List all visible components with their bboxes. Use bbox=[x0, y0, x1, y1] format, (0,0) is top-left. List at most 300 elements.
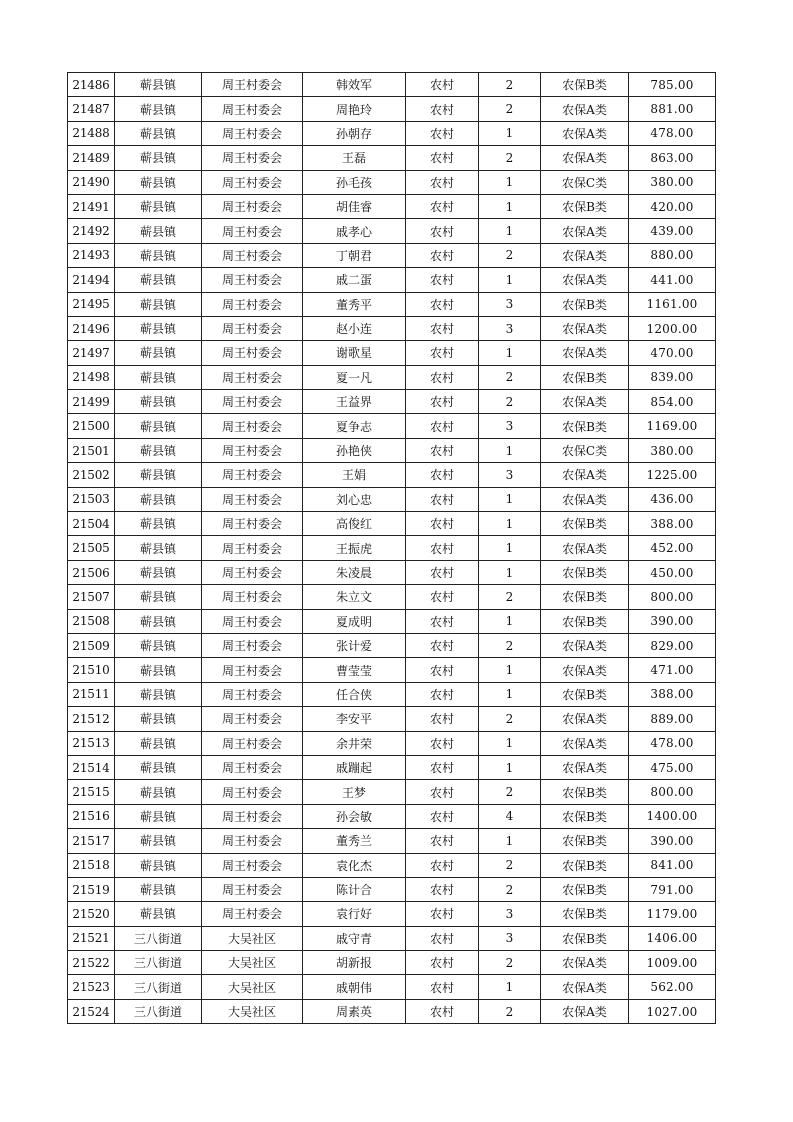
insurance-category-cell: 农保A类 bbox=[541, 487, 629, 511]
household-type-cell: 农村 bbox=[406, 463, 479, 487]
amount-cell: 1009.00 bbox=[629, 951, 716, 975]
member-count-cell: 2 bbox=[479, 633, 541, 657]
town-cell: 蕲县镇 bbox=[115, 633, 202, 657]
village-cell: 周王村委会 bbox=[202, 390, 303, 414]
record-id-cell: 21486 bbox=[68, 73, 115, 97]
record-id-cell: 21516 bbox=[68, 804, 115, 828]
amount-cell: 839.00 bbox=[629, 365, 716, 389]
village-cell: 大吴社区 bbox=[202, 951, 303, 975]
insurance-category-cell: 农保B类 bbox=[541, 512, 629, 536]
insurance-category-cell: 农保A类 bbox=[541, 121, 629, 145]
household-type-cell: 农村 bbox=[406, 170, 479, 194]
household-type-cell: 农村 bbox=[406, 707, 479, 731]
insurance-category-cell: 农保B类 bbox=[541, 853, 629, 877]
town-cell: 蕲县镇 bbox=[115, 438, 202, 462]
member-count-cell: 2 bbox=[479, 951, 541, 975]
roster-table bbox=[67, 72, 716, 1024]
table-row bbox=[68, 585, 716, 609]
member-count-cell: 3 bbox=[479, 926, 541, 950]
insurance-category-cell: 农保B类 bbox=[541, 365, 629, 389]
household-type-cell: 农村 bbox=[406, 512, 479, 536]
household-type-cell: 农村 bbox=[406, 999, 479, 1023]
table-row bbox=[68, 536, 716, 560]
amount-cell: 388.00 bbox=[629, 682, 716, 706]
amount-cell: 1406.00 bbox=[629, 926, 716, 950]
town-cell: 蕲县镇 bbox=[115, 780, 202, 804]
amount-cell: 478.00 bbox=[629, 121, 716, 145]
person-name-cell: 夏争志 bbox=[303, 414, 406, 438]
amount-cell: 829.00 bbox=[629, 633, 716, 657]
amount-cell: 800.00 bbox=[629, 585, 716, 609]
town-cell: 蕲县镇 bbox=[115, 804, 202, 828]
village-cell: 周王村委会 bbox=[202, 219, 303, 243]
person-name-cell: 戚二蛋 bbox=[303, 268, 406, 292]
town-cell: 三八街道 bbox=[115, 951, 202, 975]
town-cell: 蕲县镇 bbox=[115, 463, 202, 487]
insurance-category-cell: 农保A类 bbox=[541, 268, 629, 292]
amount-cell: 1027.00 bbox=[629, 999, 716, 1023]
village-cell: 周王村委会 bbox=[202, 829, 303, 853]
village-cell: 周王村委会 bbox=[202, 73, 303, 97]
insurance-category-cell: 农保A类 bbox=[541, 316, 629, 340]
household-type-cell: 农村 bbox=[406, 658, 479, 682]
member-count-cell: 2 bbox=[479, 146, 541, 170]
table-row bbox=[68, 219, 716, 243]
table-row bbox=[68, 755, 716, 779]
table-row bbox=[68, 341, 716, 365]
record-id-cell: 21510 bbox=[68, 658, 115, 682]
record-id-cell: 21504 bbox=[68, 512, 115, 536]
insurance-category-cell: 农保A类 bbox=[541, 658, 629, 682]
roster-table-body bbox=[68, 73, 716, 1024]
town-cell: 蕲县镇 bbox=[115, 170, 202, 194]
insurance-category-cell: 农保B类 bbox=[541, 804, 629, 828]
amount-cell: 562.00 bbox=[629, 975, 716, 999]
record-id-cell: 21501 bbox=[68, 438, 115, 462]
insurance-category-cell: 农保B类 bbox=[541, 829, 629, 853]
town-cell: 蕲县镇 bbox=[115, 609, 202, 633]
town-cell: 蕲县镇 bbox=[115, 243, 202, 267]
record-id-cell: 21507 bbox=[68, 585, 115, 609]
insurance-category-cell: 农保B类 bbox=[541, 194, 629, 218]
household-type-cell: 农村 bbox=[406, 560, 479, 584]
member-count-cell: 1 bbox=[479, 560, 541, 584]
town-cell: 三八街道 bbox=[115, 926, 202, 950]
insurance-category-cell: 农保B类 bbox=[541, 609, 629, 633]
record-id-cell: 21490 bbox=[68, 170, 115, 194]
town-cell: 蕲县镇 bbox=[115, 487, 202, 511]
amount-cell: 441.00 bbox=[629, 268, 716, 292]
table-row bbox=[68, 829, 716, 853]
village-cell: 周王村委会 bbox=[202, 292, 303, 316]
record-id-cell: 21488 bbox=[68, 121, 115, 145]
insurance-category-cell: 农保A类 bbox=[541, 341, 629, 365]
person-name-cell: 王益界 bbox=[303, 390, 406, 414]
household-type-cell: 农村 bbox=[406, 97, 479, 121]
record-id-cell: 21513 bbox=[68, 731, 115, 755]
town-cell: 蕲县镇 bbox=[115, 829, 202, 853]
member-count-cell: 1 bbox=[479, 512, 541, 536]
amount-cell: 390.00 bbox=[629, 609, 716, 633]
member-count-cell: 3 bbox=[479, 292, 541, 316]
town-cell: 蕲县镇 bbox=[115, 194, 202, 218]
person-name-cell: 朱立文 bbox=[303, 585, 406, 609]
table-row bbox=[68, 780, 716, 804]
member-count-cell: 1 bbox=[479, 731, 541, 755]
village-cell: 周王村委会 bbox=[202, 463, 303, 487]
person-name-cell: 周素英 bbox=[303, 999, 406, 1023]
amount-cell: 1225.00 bbox=[629, 463, 716, 487]
person-name-cell: 夏成明 bbox=[303, 609, 406, 633]
household-type-cell: 农村 bbox=[406, 73, 479, 97]
table-row bbox=[68, 121, 716, 145]
insurance-category-cell: 农保B类 bbox=[541, 902, 629, 926]
person-name-cell: 高俊红 bbox=[303, 512, 406, 536]
household-type-cell: 农村 bbox=[406, 438, 479, 462]
record-id-cell: 21494 bbox=[68, 268, 115, 292]
household-type-cell: 农村 bbox=[406, 633, 479, 657]
record-id-cell: 21502 bbox=[68, 463, 115, 487]
insurance-category-cell: 农保A类 bbox=[541, 243, 629, 267]
person-name-cell: 朱凌晨 bbox=[303, 560, 406, 584]
table-row bbox=[68, 170, 716, 194]
member-count-cell: 1 bbox=[479, 341, 541, 365]
household-type-cell: 农村 bbox=[406, 487, 479, 511]
town-cell: 蕲县镇 bbox=[115, 658, 202, 682]
household-type-cell: 农村 bbox=[406, 951, 479, 975]
person-name-cell: 孙毛孩 bbox=[303, 170, 406, 194]
member-count-cell: 3 bbox=[479, 463, 541, 487]
town-cell: 蕲县镇 bbox=[115, 682, 202, 706]
amount-cell: 880.00 bbox=[629, 243, 716, 267]
record-id-cell: 21517 bbox=[68, 829, 115, 853]
village-cell: 周王村委会 bbox=[202, 97, 303, 121]
person-name-cell: 胡新报 bbox=[303, 951, 406, 975]
village-cell: 周王村委会 bbox=[202, 121, 303, 145]
household-type-cell: 农村 bbox=[406, 755, 479, 779]
table-row bbox=[68, 194, 716, 218]
insurance-category-cell: 农保B类 bbox=[541, 682, 629, 706]
table-row bbox=[68, 390, 716, 414]
household-type-cell: 农村 bbox=[406, 829, 479, 853]
household-type-cell: 农村 bbox=[406, 390, 479, 414]
amount-cell: 390.00 bbox=[629, 829, 716, 853]
member-count-cell: 2 bbox=[479, 780, 541, 804]
record-id-cell: 21508 bbox=[68, 609, 115, 633]
village-cell: 周王村委会 bbox=[202, 902, 303, 926]
village-cell: 周王村委会 bbox=[202, 438, 303, 462]
town-cell: 蕲县镇 bbox=[115, 536, 202, 560]
insurance-category-cell: 农保B类 bbox=[541, 780, 629, 804]
town-cell: 蕲县镇 bbox=[115, 316, 202, 340]
member-count-cell: 2 bbox=[479, 877, 541, 901]
household-type-cell: 农村 bbox=[406, 877, 479, 901]
person-name-cell: 周艳玲 bbox=[303, 97, 406, 121]
amount-cell: 1179.00 bbox=[629, 902, 716, 926]
person-name-cell: 陈计合 bbox=[303, 877, 406, 901]
member-count-cell: 1 bbox=[479, 755, 541, 779]
village-cell: 周王村委会 bbox=[202, 731, 303, 755]
person-name-cell: 谢歌星 bbox=[303, 341, 406, 365]
person-name-cell: 李安平 bbox=[303, 707, 406, 731]
table-row bbox=[68, 487, 716, 511]
amount-cell: 800.00 bbox=[629, 780, 716, 804]
record-id-cell: 21499 bbox=[68, 390, 115, 414]
household-type-cell: 农村 bbox=[406, 341, 479, 365]
member-count-cell: 2 bbox=[479, 97, 541, 121]
village-cell: 大吴社区 bbox=[202, 999, 303, 1023]
amount-cell: 785.00 bbox=[629, 73, 716, 97]
village-cell: 周王村委会 bbox=[202, 658, 303, 682]
amount-cell: 475.00 bbox=[629, 755, 716, 779]
amount-cell: 854.00 bbox=[629, 390, 716, 414]
insurance-category-cell: 农保B类 bbox=[541, 877, 629, 901]
table-row bbox=[68, 243, 716, 267]
member-count-cell: 2 bbox=[479, 243, 541, 267]
amount-cell: 380.00 bbox=[629, 438, 716, 462]
town-cell: 蕲县镇 bbox=[115, 853, 202, 877]
household-type-cell: 农村 bbox=[406, 926, 479, 950]
household-type-cell: 农村 bbox=[406, 804, 479, 828]
person-name-cell: 王梦 bbox=[303, 780, 406, 804]
member-count-cell: 1 bbox=[479, 121, 541, 145]
member-count-cell: 4 bbox=[479, 804, 541, 828]
member-count-cell: 1 bbox=[479, 170, 541, 194]
village-cell: 周王村委会 bbox=[202, 536, 303, 560]
village-cell: 周王村委会 bbox=[202, 755, 303, 779]
table-row bbox=[68, 633, 716, 657]
table-row bbox=[68, 97, 716, 121]
person-name-cell: 余井荣 bbox=[303, 731, 406, 755]
table-row bbox=[68, 902, 716, 926]
record-id-cell: 21512 bbox=[68, 707, 115, 731]
record-id-cell: 21506 bbox=[68, 560, 115, 584]
person-name-cell: 袁行好 bbox=[303, 902, 406, 926]
village-cell: 周王村委会 bbox=[202, 365, 303, 389]
insurance-category-cell: 农保A类 bbox=[541, 219, 629, 243]
record-id-cell: 21514 bbox=[68, 755, 115, 779]
person-name-cell: 董秀平 bbox=[303, 292, 406, 316]
village-cell: 周王村委会 bbox=[202, 560, 303, 584]
village-cell: 周王村委会 bbox=[202, 682, 303, 706]
record-id-cell: 21505 bbox=[68, 536, 115, 560]
member-count-cell: 2 bbox=[479, 365, 541, 389]
insurance-category-cell: 农保B类 bbox=[541, 585, 629, 609]
insurance-category-cell: 农保B类 bbox=[541, 560, 629, 584]
person-name-cell: 孙艳侠 bbox=[303, 438, 406, 462]
town-cell: 蕲县镇 bbox=[115, 707, 202, 731]
household-type-cell: 农村 bbox=[406, 194, 479, 218]
household-type-cell: 农村 bbox=[406, 414, 479, 438]
person-name-cell: 王振虎 bbox=[303, 536, 406, 560]
person-name-cell: 袁化杰 bbox=[303, 853, 406, 877]
table-row bbox=[68, 707, 716, 731]
household-type-cell: 农村 bbox=[406, 268, 479, 292]
village-cell: 周王村委会 bbox=[202, 341, 303, 365]
town-cell: 蕲县镇 bbox=[115, 146, 202, 170]
member-count-cell: 1 bbox=[479, 438, 541, 462]
household-type-cell: 农村 bbox=[406, 682, 479, 706]
person-name-cell: 张计爱 bbox=[303, 633, 406, 657]
village-cell: 周王村委会 bbox=[202, 633, 303, 657]
town-cell: 蕲县镇 bbox=[115, 902, 202, 926]
person-name-cell: 夏一凡 bbox=[303, 365, 406, 389]
record-id-cell: 21489 bbox=[68, 146, 115, 170]
member-count-cell: 2 bbox=[479, 853, 541, 877]
member-count-cell: 2 bbox=[479, 707, 541, 731]
town-cell: 蕲县镇 bbox=[115, 268, 202, 292]
member-count-cell: 1 bbox=[479, 487, 541, 511]
amount-cell: 470.00 bbox=[629, 341, 716, 365]
amount-cell: 1400.00 bbox=[629, 804, 716, 828]
village-cell: 周王村委会 bbox=[202, 804, 303, 828]
person-name-cell: 任合侠 bbox=[303, 682, 406, 706]
member-count-cell: 1 bbox=[479, 194, 541, 218]
table-row bbox=[68, 73, 716, 97]
member-count-cell: 1 bbox=[479, 219, 541, 243]
town-cell: 蕲县镇 bbox=[115, 73, 202, 97]
town-cell: 蕲县镇 bbox=[115, 121, 202, 145]
town-cell: 蕲县镇 bbox=[115, 97, 202, 121]
village-cell: 大吴社区 bbox=[202, 975, 303, 999]
town-cell: 蕲县镇 bbox=[115, 219, 202, 243]
person-name-cell: 王娟 bbox=[303, 463, 406, 487]
amount-cell: 881.00 bbox=[629, 97, 716, 121]
table-row bbox=[68, 146, 716, 170]
person-name-cell: 戚孝心 bbox=[303, 219, 406, 243]
insurance-category-cell: 农保C类 bbox=[541, 170, 629, 194]
record-id-cell: 21509 bbox=[68, 633, 115, 657]
table-row bbox=[68, 560, 716, 584]
table-row bbox=[68, 463, 716, 487]
table-row bbox=[68, 365, 716, 389]
member-count-cell: 1 bbox=[479, 536, 541, 560]
village-cell: 周王村委会 bbox=[202, 414, 303, 438]
amount-cell: 1161.00 bbox=[629, 292, 716, 316]
member-count-cell: 3 bbox=[479, 414, 541, 438]
town-cell: 蕲县镇 bbox=[115, 292, 202, 316]
household-type-cell: 农村 bbox=[406, 536, 479, 560]
household-type-cell: 农村 bbox=[406, 975, 479, 999]
person-name-cell: 孙会敏 bbox=[303, 804, 406, 828]
record-id-cell: 21497 bbox=[68, 341, 115, 365]
insurance-category-cell: 农保A类 bbox=[541, 390, 629, 414]
amount-cell: 439.00 bbox=[629, 219, 716, 243]
insurance-category-cell: 农保A类 bbox=[541, 975, 629, 999]
insurance-category-cell: 农保B类 bbox=[541, 73, 629, 97]
town-cell: 蕲县镇 bbox=[115, 755, 202, 779]
amount-cell: 380.00 bbox=[629, 170, 716, 194]
record-id-cell: 21519 bbox=[68, 877, 115, 901]
village-cell: 周王村委会 bbox=[202, 512, 303, 536]
table-row bbox=[68, 609, 716, 633]
amount-cell: 841.00 bbox=[629, 853, 716, 877]
table-row bbox=[68, 804, 716, 828]
record-id-cell: 21522 bbox=[68, 951, 115, 975]
record-id-cell: 21520 bbox=[68, 902, 115, 926]
household-type-cell: 农村 bbox=[406, 292, 479, 316]
person-name-cell: 刘心忠 bbox=[303, 487, 406, 511]
village-cell: 周王村委会 bbox=[202, 585, 303, 609]
table-row bbox=[68, 292, 716, 316]
record-id-cell: 21496 bbox=[68, 316, 115, 340]
record-id-cell: 21511 bbox=[68, 682, 115, 706]
record-id-cell: 21491 bbox=[68, 194, 115, 218]
table-row bbox=[68, 975, 716, 999]
household-type-cell: 农村 bbox=[406, 853, 479, 877]
table-row bbox=[68, 316, 716, 340]
person-name-cell: 孙朝存 bbox=[303, 121, 406, 145]
record-id-cell: 21493 bbox=[68, 243, 115, 267]
record-id-cell: 21515 bbox=[68, 780, 115, 804]
person-name-cell: 胡佳睿 bbox=[303, 194, 406, 218]
amount-cell: 436.00 bbox=[629, 487, 716, 511]
household-type-cell: 农村 bbox=[406, 365, 479, 389]
town-cell: 蕲县镇 bbox=[115, 341, 202, 365]
table-row bbox=[68, 951, 716, 975]
record-id-cell: 21521 bbox=[68, 926, 115, 950]
person-name-cell: 王磊 bbox=[303, 146, 406, 170]
record-id-cell: 21524 bbox=[68, 999, 115, 1023]
person-name-cell: 曹莹莹 bbox=[303, 658, 406, 682]
person-name-cell: 丁朝君 bbox=[303, 243, 406, 267]
amount-cell: 863.00 bbox=[629, 146, 716, 170]
household-type-cell: 农村 bbox=[406, 146, 479, 170]
insurance-category-cell: 农保A类 bbox=[541, 755, 629, 779]
household-type-cell: 农村 bbox=[406, 243, 479, 267]
amount-cell: 452.00 bbox=[629, 536, 716, 560]
town-cell: 三八街道 bbox=[115, 975, 202, 999]
household-type-cell: 农村 bbox=[406, 316, 479, 340]
insurance-category-cell: 农保A类 bbox=[541, 707, 629, 731]
insurance-category-cell: 农保A类 bbox=[541, 97, 629, 121]
insurance-category-cell: 农保A类 bbox=[541, 536, 629, 560]
table-row bbox=[68, 268, 716, 292]
household-type-cell: 农村 bbox=[406, 902, 479, 926]
village-cell: 周王村委会 bbox=[202, 609, 303, 633]
member-count-cell: 2 bbox=[479, 390, 541, 414]
record-id-cell: 21518 bbox=[68, 853, 115, 877]
town-cell: 蕲县镇 bbox=[115, 390, 202, 414]
insurance-category-cell: 农保A类 bbox=[541, 633, 629, 657]
person-name-cell: 韩效军 bbox=[303, 73, 406, 97]
town-cell: 蕲县镇 bbox=[115, 365, 202, 389]
household-type-cell: 农村 bbox=[406, 585, 479, 609]
insurance-category-cell: 农保A类 bbox=[541, 999, 629, 1023]
amount-cell: 388.00 bbox=[629, 512, 716, 536]
record-id-cell: 21487 bbox=[68, 97, 115, 121]
record-id-cell: 21492 bbox=[68, 219, 115, 243]
amount-cell: 889.00 bbox=[629, 707, 716, 731]
village-cell: 周王村委会 bbox=[202, 877, 303, 901]
member-count-cell: 3 bbox=[479, 316, 541, 340]
table-row bbox=[68, 926, 716, 950]
town-cell: 蕲县镇 bbox=[115, 560, 202, 584]
town-cell: 三八街道 bbox=[115, 999, 202, 1023]
amount-cell: 1169.00 bbox=[629, 414, 716, 438]
village-cell: 周王村委会 bbox=[202, 194, 303, 218]
household-type-cell: 农村 bbox=[406, 121, 479, 145]
person-name-cell: 戚蹦起 bbox=[303, 755, 406, 779]
table-row bbox=[68, 999, 716, 1023]
village-cell: 周王村委会 bbox=[202, 780, 303, 804]
insurance-category-cell: 农保B类 bbox=[541, 292, 629, 316]
member-count-cell: 2 bbox=[479, 999, 541, 1023]
insurance-category-cell: 农保B类 bbox=[541, 926, 629, 950]
member-count-cell: 1 bbox=[479, 829, 541, 853]
town-cell: 蕲县镇 bbox=[115, 414, 202, 438]
village-cell: 周王村委会 bbox=[202, 243, 303, 267]
